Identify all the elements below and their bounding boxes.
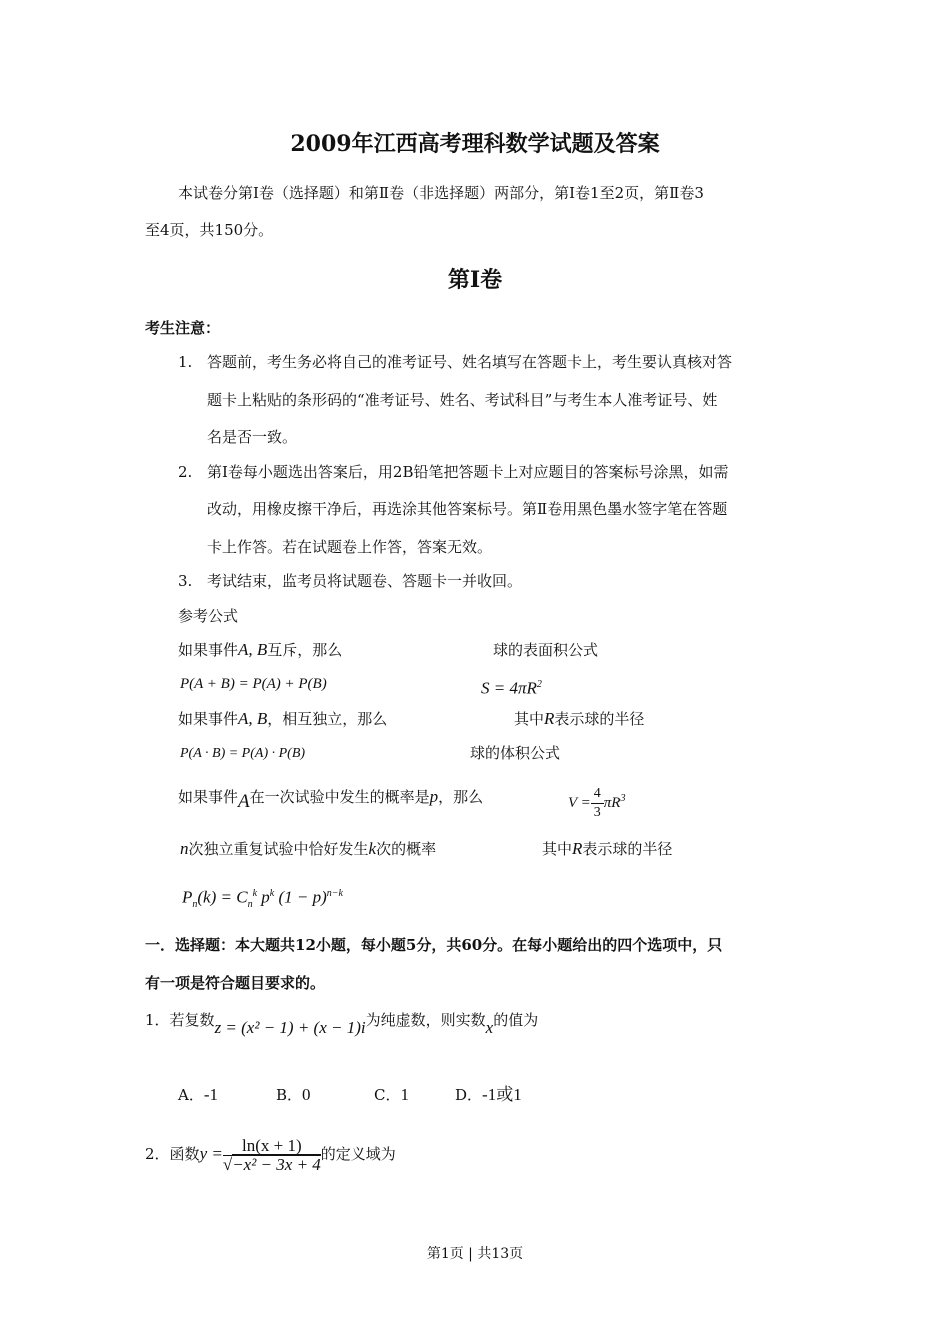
independent-formula: P(A · B) = P(A) · P(B): [180, 746, 306, 761]
text: 函数: [169, 1145, 200, 1163]
text: 为纯虚数，则实数: [365, 1011, 486, 1029]
text: ，那么: [438, 788, 484, 806]
exclusive-text: [178, 640, 342, 660]
denominator: −x² − 3x + 4: [232, 1154, 321, 1174]
option-b: [276, 1085, 311, 1105]
question-1: [145, 1010, 539, 1037]
intro-line-2: 至4页，共150分。: [145, 221, 274, 239]
math: πR: [603, 795, 621, 811]
sphere-area-formula: $S = 4\pi R^2$: [481, 678, 542, 698]
page-footer: 第1页 | 共13页: [426, 1246, 524, 1262]
math: A: [238, 791, 250, 812]
sphere-area-label: 球的表面积公式: [493, 641, 599, 659]
math: R: [572, 839, 583, 858]
item-number: 1.: [178, 353, 193, 371]
math: S = 4πR: [481, 678, 537, 698]
item-line: 名是否一致。: [207, 428, 298, 446]
sphere-volume-formula: V = $\frac{4}{3}$ $\pi R^3$: [568, 786, 626, 821]
independent-text: [178, 709, 387, 729]
exclusive-formula: P(A + B) = P(A) + P(B): [180, 676, 327, 692]
radius-note: [514, 709, 644, 729]
math: k: [368, 839, 377, 858]
math: V =: [568, 795, 591, 811]
text: 次的概率: [376, 840, 437, 858]
text: 如果事件: [178, 641, 239, 659]
text: ，相互独立，那么: [267, 710, 388, 728]
item-line: 答题前，考生务必将自己的准考证号、姓名填写在答题卡上，考生要认真核对答: [207, 353, 733, 371]
math: y =: [199, 1144, 223, 1163]
binomial-text: [180, 839, 436, 859]
math: A, B: [238, 640, 268, 659]
item-number: 3.: [178, 572, 193, 590]
question-number: 2．: [145, 1145, 170, 1163]
option-value: -1: [203, 1085, 219, 1104]
math: x: [485, 1018, 494, 1037]
notice-heading: 考生注意：: [145, 319, 221, 337]
option-value: -1或1: [482, 1085, 522, 1104]
intro-line-1: 本试卷分第Ⅰ卷（选择题）和第Ⅱ卷（非选择题）两部分，第Ⅰ卷1至2页，第Ⅱ卷3: [178, 184, 704, 202]
probability-text: [178, 787, 484, 812]
item-line: 卡上作答。若在试题卷上作答，答案无效。: [207, 538, 493, 556]
text: 表示球的半径: [582, 840, 673, 858]
numerator: 4: [591, 785, 604, 804]
radius-note-2: [542, 839, 672, 859]
math: p: [429, 787, 439, 806]
section-heading-line-1: 一．选择题：本大题共12小题，每小题5分，共60分。在每小题给出的四个选项中，只: [145, 936, 723, 954]
math: n: [180, 839, 189, 858]
math: z = (x² − 1) + (x − 1)i: [214, 1018, 366, 1037]
item-number: 2.: [178, 463, 193, 481]
text: 表示球的半径: [554, 710, 645, 728]
text: 的值为: [493, 1011, 539, 1029]
document-title: 2009年江西高考理科数学试题及答案: [290, 131, 660, 157]
item-line: 题卡上粘贴的条形码的“准考证号、姓名、考试科目”与考生本人准考证号、姓: [207, 391, 718, 409]
question-2: 2．函数y = $\frac{\ln(x + 1)}{\text{√−x² − 3x + 4}}$ 的定义域为: [145, 1135, 396, 1174]
option-value: 0: [302, 1085, 311, 1104]
text: 次独立重复试验中恰好发生: [188, 840, 369, 858]
text: 在一次试验中发生的概率是: [249, 788, 430, 806]
question-number: 1．: [145, 1011, 170, 1029]
math: A, B: [238, 709, 268, 728]
text: 如果事件: [178, 788, 239, 806]
option-label: C．: [374, 1086, 401, 1104]
binomial-formula: $P_n(k) = C_n^k$ $p^k$ $(1 - p)^{n-k}$: [182, 887, 343, 911]
item-line: 第I卷每小题选出答案后，用2B铅笔把答题卡上对应题目的答案标号涂黑，如需: [207, 463, 729, 481]
option-c: [374, 1085, 409, 1105]
item-line: 考试结束，监考员将试题卷、答题卡一并收回。: [207, 572, 523, 590]
text: 的定义域为: [320, 1145, 396, 1163]
text: 其中: [514, 710, 545, 728]
text: 互斥，那么: [267, 641, 343, 659]
volume-title: 第Ⅰ卷: [447, 267, 503, 293]
math: R: [544, 709, 555, 728]
option-label: A．: [178, 1086, 204, 1104]
text: 如果事件: [178, 710, 239, 728]
formula-heading: 参考公式: [178, 607, 239, 625]
math: P: [182, 887, 193, 907]
numerator: ln(x + 1): [223, 1137, 321, 1156]
text: 其中: [542, 840, 573, 858]
section-heading-line-2: 有一项是符合题目要求的。: [145, 974, 326, 992]
sphere-volume-label: 球的体积公式: [470, 744, 561, 762]
option-d: [455, 1085, 522, 1105]
item-line: 改动，用橡皮擦干净后，再选涂其他答案标号。第Ⅱ卷用黑色墨水签字笔在答题: [207, 500, 728, 518]
option-a: [178, 1085, 218, 1105]
denominator: 3: [593, 805, 601, 821]
option-value: 1: [400, 1085, 409, 1104]
option-label: D．: [455, 1086, 483, 1104]
text: 若复数: [169, 1011, 215, 1029]
option-label: B．: [276, 1086, 303, 1104]
